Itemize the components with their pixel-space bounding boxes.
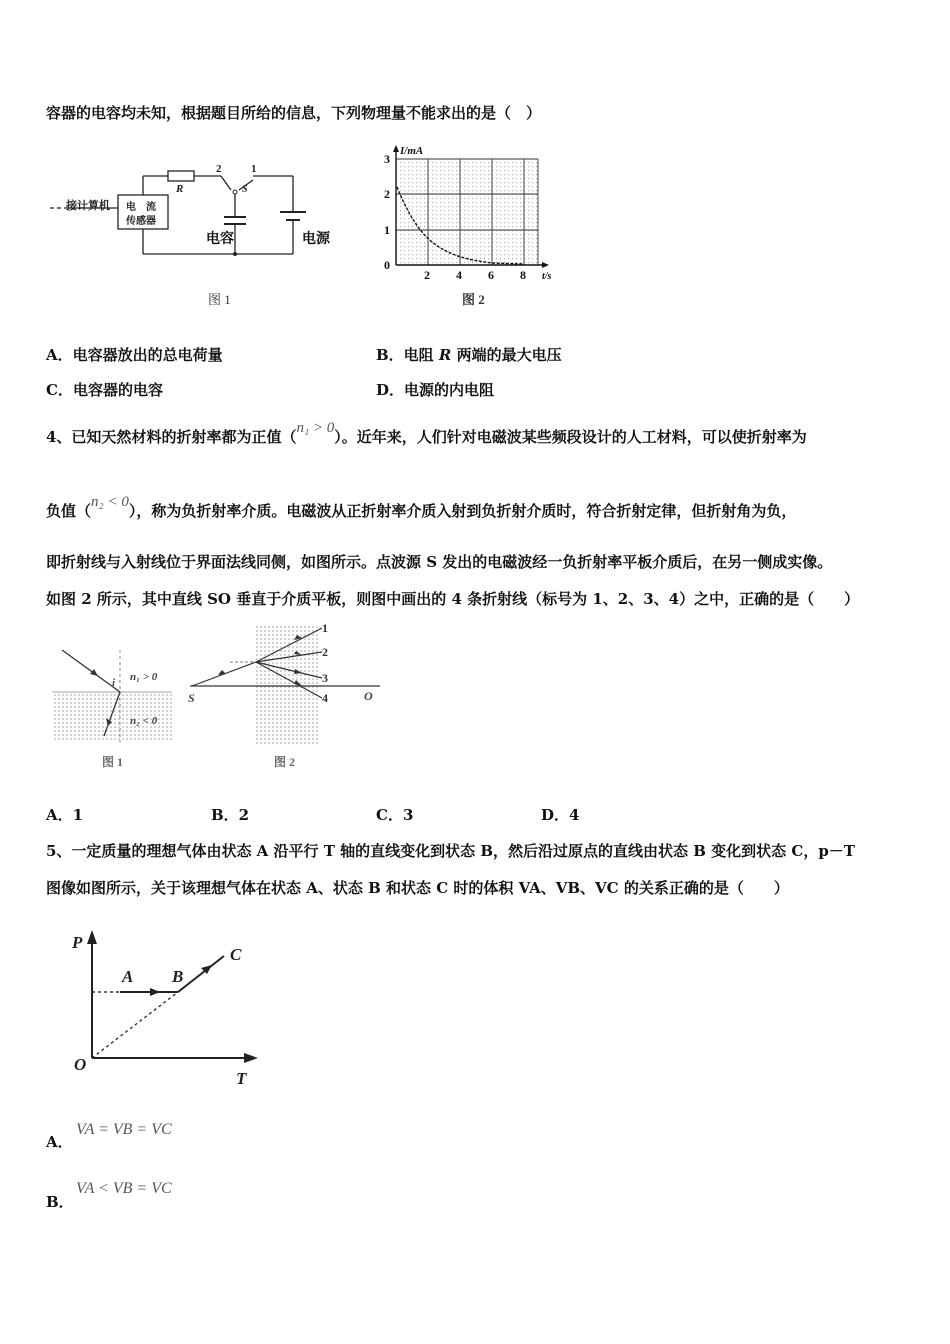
- switch-pos-2: 2: [216, 163, 222, 175]
- graph-x-axis-label: t/s: [542, 271, 552, 282]
- state-c-label: C: [230, 945, 242, 964]
- q3-circuit-figure: [46, 158, 346, 308]
- q5-line1: 5、一定质量的理想气体由状态 A 沿平行 T 轴的直线变化到状态 B，然后沿过原点的直线由状态 B 变化到状态 C，p－T: [46, 842, 855, 860]
- q4-line1: 4、已知天然材料的折射率都为正值（n₁ > 0）。近年来，人们针对电磁波某些频段设计的人工材料，可以使折射率为: [46, 420, 807, 446]
- ray-2-label: 2: [322, 645, 328, 659]
- ray-4-label: 4: [322, 691, 328, 705]
- q5-option-b-expression: VA < VB = VC: [76, 1180, 172, 1197]
- q4-option-a[interactable]: A．1: [46, 806, 84, 824]
- switch-label: S: [242, 184, 248, 195]
- n1-label: n₁ > 0: [130, 671, 158, 683]
- q4-refraction-fig2: [184, 618, 384, 772]
- source-s-label: S: [188, 691, 195, 705]
- q5-pt-graph: [64, 924, 274, 1090]
- axis-p-label: P: [72, 933, 83, 952]
- q3-current-graph: [376, 142, 566, 310]
- q4-option-d[interactable]: D．4: [541, 806, 580, 824]
- computer-label: 接计算机: [66, 200, 110, 212]
- q5-line2: 图像如图所示，关于该理想气体在状态 A、状态 B 和状态 C 时的体积 VA、VB、VC 的关系正确的是（ ）: [46, 879, 789, 897]
- q5-option-a[interactable]: A．: [46, 1133, 73, 1151]
- state-b-label: B: [172, 967, 184, 986]
- q3-option-d[interactable]: D．电源的内电阻: [376, 381, 495, 399]
- resistor-label: R: [176, 183, 184, 195]
- angle-i-label: i: [112, 677, 116, 689]
- ray-3-label: 3: [322, 671, 328, 685]
- y-tick-0: 0: [384, 258, 390, 272]
- q4-line3: 即折射线与入射线位于界面法线同侧，如图所示。点波源 S 发出的电磁波经一负折射率平板介质后，在另一侧成实像。: [46, 553, 833, 571]
- y-tick-3: 3: [384, 152, 390, 166]
- sensor-label-line1: 电 流: [126, 202, 156, 213]
- x-tick-8: 8: [520, 268, 526, 282]
- q4-line2: 负值（n₂ < 0），称为负折射率介质。电磁波从正折射率介质入射到负折射介质时，符合折射定律，但折射角为负，: [46, 494, 797, 520]
- q4-option-c[interactable]: C．3: [376, 806, 414, 824]
- origin-o-label: O: [74, 1055, 87, 1074]
- q3-fig2-caption: 图 2: [462, 292, 485, 307]
- q4-refraction-fig1: [46, 638, 176, 770]
- q4-option-b[interactable]: B．2: [211, 806, 250, 824]
- q3-intro: 容器的电容均未知，根据题目所给的信息，下列物理量不能求出的是（ ）: [46, 104, 542, 122]
- source-label: 电源: [302, 232, 330, 247]
- graph-y-axis-label: I/mA: [400, 145, 424, 157]
- q4-fig1-caption: 图 1: [102, 755, 124, 769]
- q3-fig1-caption: 图 1: [208, 292, 231, 307]
- state-a-label: A: [122, 967, 134, 986]
- q4-fig2-caption: 图 2: [274, 755, 296, 769]
- q5-option-a-expression: VA = VB = VC: [76, 1121, 172, 1138]
- point-o-label: O: [364, 689, 373, 703]
- q3-option-b[interactable]: B．电阻 R 两端的最大电压: [376, 346, 562, 364]
- q4-line4: 如图 2 所示，其中直线 SO 垂直于介质平板，则图中画出的 4 条折射线（标号为 1、2、3、4）之中，正确的是（ ）: [46, 590, 860, 608]
- ray-1-label: 1: [322, 621, 328, 635]
- y-tick-1: 1: [384, 223, 390, 237]
- resistor-symbol: [168, 171, 194, 181]
- q3-option-a[interactable]: A．电容器放出的总电荷量: [46, 346, 223, 364]
- q5-option-b[interactable]: B．: [46, 1193, 74, 1211]
- sensor-label-line2: 传感器: [126, 216, 156, 227]
- n2-expression: n₂ < 0: [91, 494, 129, 510]
- axis-t-label: T: [236, 1069, 247, 1088]
- n2-label: n₂ < 0: [130, 715, 158, 727]
- q3-option-c[interactable]: C．电容器的电容: [46, 381, 163, 399]
- n1-expression: n₁ > 0: [296, 420, 335, 436]
- x-tick-4: 4: [456, 268, 462, 282]
- y-tick-2: 2: [384, 187, 390, 201]
- x-tick-6: 6: [488, 268, 494, 282]
- switch-pos-1: 1: [251, 163, 257, 175]
- capacitor-label: 电容: [206, 232, 234, 247]
- x-tick-2: 2: [424, 268, 430, 282]
